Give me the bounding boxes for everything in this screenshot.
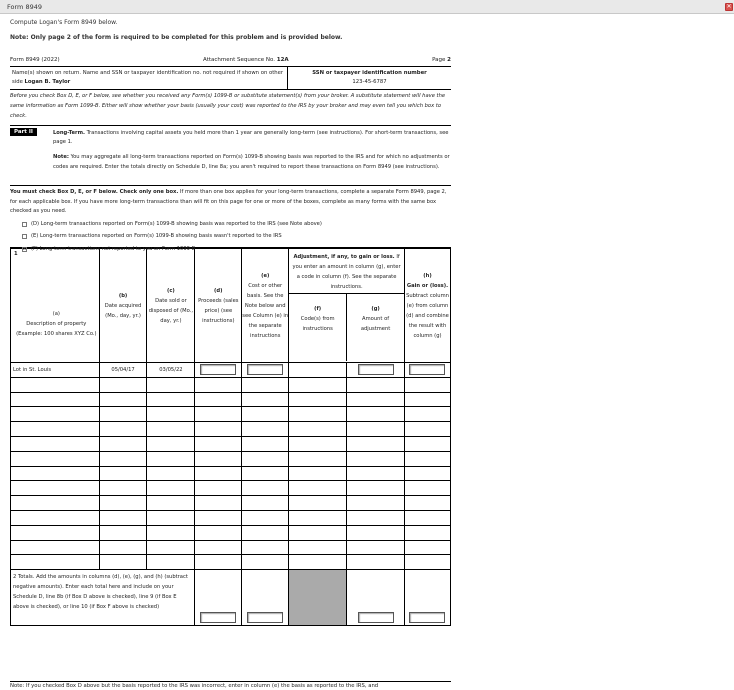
empty-cell[interactable] — [99, 407, 147, 422]
table-row — [11, 496, 451, 511]
empty-cell[interactable] — [147, 481, 195, 496]
empty-cell[interactable] — [195, 407, 242, 422]
empty-cell[interactable] — [242, 481, 289, 496]
form-8949-page-2 — [10, 53, 451, 626]
checkbox-f-label: (F) Long-term transactions not reported to you on Form 1099-B — [31, 245, 196, 252]
empty-cell[interactable] — [404, 496, 450, 511]
empty-cell[interactable] — [11, 422, 100, 437]
form-header — [10, 53, 451, 67]
empty-cell[interactable] — [195, 525, 242, 540]
empty-cell[interactable] — [147, 540, 195, 555]
checkbox-d-label: (D) Long-term transactions reported on Form(s) 1099-B showing basis was reported to the IRS (see Note above) — [31, 220, 322, 227]
empty-cell[interactable] — [289, 540, 347, 555]
note-top: Note: Only page 2 of the form is required to be completed for this problem and is provided below. — [10, 34, 343, 41]
empty-cell[interactable] — [347, 436, 405, 451]
col-c-header: (c) Date sold or disposed of (Mo., day, yr.) — [147, 249, 195, 363]
total-basis-cell — [242, 570, 289, 626]
table-row — [11, 540, 451, 555]
table-row — [11, 363, 451, 378]
col-b-header: (b) Date acquired (Mo., day, yr.) — [99, 249, 147, 363]
empty-cell[interactable] — [11, 555, 100, 570]
row1-code-cell — [289, 363, 347, 378]
ssn-value: 123-45-6787 — [352, 79, 387, 85]
col-f-header: (f) Code(s) from instructions — [289, 294, 347, 361]
part-note: Note: You may aggregate all long-term transactions reported on Form(s) 1099-B showing basis was reported to the IRS and for which no adjustments or codes are required. Enter the totals directly on Schedule D, line 8a; you aren't required to report these transactions on Form 8949 (see instructions). — [53, 154, 450, 170]
empty-cell[interactable] — [242, 392, 289, 407]
empty-cell[interactable] — [404, 407, 450, 422]
row1-gain-input[interactable] — [409, 364, 445, 375]
empty-cell[interactable] — [147, 407, 195, 422]
total-adjustment-cell — [347, 570, 405, 626]
transactions-table — [10, 245, 451, 626]
empty-cell[interactable] — [99, 496, 147, 511]
row1-description: Lot in St. Louis — [11, 363, 100, 378]
table-row — [11, 377, 451, 392]
empty-cell[interactable] — [195, 392, 242, 407]
empty-cell[interactable] — [99, 466, 147, 481]
empty-cell[interactable] — [11, 481, 100, 496]
empty-cell[interactable] — [404, 392, 450, 407]
empty-cell[interactable] — [347, 407, 405, 422]
col-d-header: (d) Proceeds (sales price) (see instructions) — [195, 249, 242, 363]
empty-cell[interactable] — [147, 451, 195, 466]
empty-cell[interactable] — [195, 540, 242, 555]
empty-cell[interactable] — [404, 422, 450, 437]
taxpayer-name: Logan B. Taylor — [24, 79, 71, 85]
empty-cell[interactable] — [11, 466, 100, 481]
empty-cell[interactable] — [347, 481, 405, 496]
empty-cell[interactable] — [147, 496, 195, 511]
empty-cell[interactable] — [147, 422, 195, 437]
row1-date-sold: 03/05/22 — [147, 363, 195, 378]
empty-cell[interactable] — [195, 451, 242, 466]
empty-cell[interactable] — [195, 496, 242, 511]
empty-cell[interactable] — [99, 510, 147, 525]
empty-cell[interactable] — [147, 555, 195, 570]
checkbox-d-row — [22, 220, 451, 230]
empty-cell[interactable] — [404, 481, 450, 496]
empty-cell[interactable] — [242, 377, 289, 392]
empty-cell[interactable] — [99, 392, 147, 407]
empty-cell[interactable] — [347, 451, 405, 466]
empty-cell[interactable] — [347, 555, 405, 570]
name-ssn-row — [10, 67, 451, 90]
empty-cell[interactable] — [242, 525, 289, 540]
empty-cell[interactable] — [404, 466, 450, 481]
empty-cell[interactable] — [147, 510, 195, 525]
empty-cell[interactable] — [195, 377, 242, 392]
empty-cell[interactable] — [404, 510, 450, 525]
empty-cell[interactable] — [11, 525, 100, 540]
total-adjustment-input[interactable] — [358, 612, 394, 623]
form-id: Form 8949 (2022) — [10, 57, 60, 63]
empty-cell[interactable] — [242, 510, 289, 525]
empty-cell[interactable] — [195, 555, 242, 570]
checkbox-f[interactable]: x — [23, 245, 26, 252]
empty-cell[interactable] — [99, 422, 147, 437]
total-proceeds-input[interactable] — [200, 612, 236, 623]
table-row — [11, 392, 451, 407]
checkbox-e[interactable] — [22, 234, 27, 239]
empty-cell[interactable] — [347, 466, 405, 481]
col-a-header: 1 (a) Description of property (Example: 100 shares XYZ Co.) — [11, 249, 100, 363]
empty-cell[interactable] — [11, 377, 100, 392]
empty-cell[interactable] — [289, 555, 347, 570]
row1-basis-input[interactable] — [247, 364, 283, 375]
bottom-note: Note: If you checked Box D above but the basis reported to the IRS was incorrect, enter in column (e) the basis as reported to the IRS, and — [10, 681, 451, 689]
empty-cell[interactable] — [347, 422, 405, 437]
table-row — [11, 436, 451, 451]
empty-cell[interactable] — [147, 436, 195, 451]
must-check-text: You must check Box D, E, or F below. Check only one box. If more than one box applies for your long-term transactions, complete a separate Form 8949, page 2, for each applicable box. If you have more long-term transactions than will fit on this page for one or more of the boxes, complete as many forms with the same box checked as you need. — [10, 189, 447, 214]
empty-cell[interactable] — [289, 481, 347, 496]
empty-cell[interactable] — [11, 392, 100, 407]
empty-cell[interactable] — [347, 525, 405, 540]
empty-cell[interactable] — [147, 466, 195, 481]
empty-cell[interactable] — [404, 540, 450, 555]
empty-cell[interactable] — [289, 525, 347, 540]
col-e-header: (e) Cost or other basis. See the Note below and see Column (e) in the separate instructions — [242, 249, 289, 363]
row1-proceeds-input[interactable] — [200, 364, 236, 375]
row1-adjustment-cell — [347, 363, 405, 378]
adjustment-header: Adjustment, if any, to gain or loss. If you enter an amount in column (g), enter a code in column (f). See the separate instructions. (f) Code(s) from instructions (g) Amount of adjustment — [289, 249, 405, 363]
empty-cell[interactable] — [404, 436, 450, 451]
empty-cell[interactable] — [99, 525, 147, 540]
empty-cell[interactable] — [289, 436, 347, 451]
empty-cell[interactable] — [11, 436, 100, 451]
empty-cell[interactable] — [347, 496, 405, 511]
empty-cell[interactable] — [242, 466, 289, 481]
empty-cell[interactable] — [242, 496, 289, 511]
table-row — [11, 510, 451, 525]
totals-label: 2 Totals. Add the amounts in columns (d), (e), (g), and (h) (subtract negative amounts). Enter each total here and include on your Schedule D, line 8b (if Box D above is checked), line 9 (if Box E above is checked), or line 10 (if Box F above is checked) — [11, 570, 195, 626]
name-cell: Name(s) shown on return. Name and SSN or taxpayer identification no. not required if shown on other side Logan B. Taylor — [10, 67, 288, 89]
column-header-row — [11, 249, 451, 363]
empty-cell[interactable] — [99, 436, 147, 451]
empty-rows — [11, 377, 451, 569]
empty-cell[interactable] — [195, 481, 242, 496]
checkbox-d[interactable] — [22, 222, 27, 227]
empty-cell[interactable] — [195, 422, 242, 437]
empty-cell[interactable] — [289, 451, 347, 466]
row1-proceeds-cell — [195, 363, 242, 378]
empty-cell[interactable] — [347, 377, 405, 392]
empty-cell[interactable] — [289, 466, 347, 481]
empty-cell[interactable] — [147, 392, 195, 407]
checkbox-e-row — [22, 232, 451, 242]
empty-cell[interactable] — [99, 481, 147, 496]
empty-cell[interactable] — [242, 436, 289, 451]
total-gain-cell — [404, 570, 450, 626]
empty-cell[interactable] — [147, 377, 195, 392]
empty-cell[interactable] — [242, 451, 289, 466]
empty-cell[interactable] — [99, 451, 147, 466]
row1-date-acquired: 05/04/17 — [99, 363, 147, 378]
empty-cell[interactable] — [404, 451, 450, 466]
before-instructions: Before you check Box D, E, or F below, see whether you received any Form(s) 1099-B or substitute statement(s) from your broker. A substitute statement will have the same information as Form 1099-B. Either will show whether your basis (usually your cost) was reported to the IRS by your broker and may even tell you which box to check. — [10, 90, 451, 126]
window-title: Form 8949 — [7, 3, 42, 11]
table-row — [11, 466, 451, 481]
empty-cell[interactable] — [289, 392, 347, 407]
empty-cell[interactable] — [11, 510, 100, 525]
empty-cell[interactable] — [347, 392, 405, 407]
empty-cell[interactable] — [242, 422, 289, 437]
empty-cell[interactable] — [289, 377, 347, 392]
part-ii-section — [10, 126, 451, 186]
total-proceeds-cell — [195, 570, 242, 626]
window-titlebar — [0, 0, 734, 14]
empty-cell[interactable] — [11, 496, 100, 511]
empty-cell[interactable] — [195, 436, 242, 451]
row1-basis-cell — [242, 363, 289, 378]
table-row — [11, 555, 451, 570]
part-description: Long-Term. Transactions involving capital assets you held more than 1 year are generally long-term (see instructions). For short-term transactions, see page 1. — [53, 130, 449, 145]
box-selection — [10, 186, 451, 252]
page-number: Page 2 — [432, 57, 451, 63]
total-code-shaded — [289, 570, 347, 626]
row1-adjustment-input[interactable] — [358, 364, 394, 375]
empty-cell[interactable] — [11, 407, 100, 422]
part-badge: Part II — [10, 128, 37, 136]
empty-cell[interactable] — [404, 555, 450, 570]
table-row — [11, 481, 451, 496]
empty-cell[interactable] — [347, 510, 405, 525]
col-h-header: (h) Gain or (loss). Subtract column (e) from column (d) and combine the result with column (g) — [404, 249, 450, 363]
empty-cell[interactable] — [289, 496, 347, 511]
intro-text: Compute Logan's Form 8949 below. — [10, 19, 118, 26]
empty-cell[interactable] — [242, 407, 289, 422]
totals-row — [11, 570, 451, 626]
empty-cell[interactable] — [99, 555, 147, 570]
close-icon[interactable]: ✕ — [726, 3, 732, 10]
empty-cell[interactable] — [289, 422, 347, 437]
empty-cell[interactable] — [147, 525, 195, 540]
empty-cell[interactable] — [11, 540, 100, 555]
attachment-seq: Attachment Sequence No. 12A — [203, 57, 289, 63]
total-basis-input[interactable] — [247, 612, 283, 623]
empty-cell[interactable] — [242, 555, 289, 570]
empty-cell[interactable] — [99, 377, 147, 392]
empty-cell[interactable] — [404, 377, 450, 392]
row1-gain-cell — [404, 363, 450, 378]
empty-cell[interactable] — [99, 540, 147, 555]
table-row — [11, 525, 451, 540]
checkbox-e-label: (E) Long-term transactions reported on Form(s) 1099-B showing basis wasn't reported to the IRS — [31, 233, 282, 239]
ssn-cell: SSN or taxpayer identification number 123-45-6787 — [312, 70, 427, 85]
empty-cell[interactable] — [11, 451, 100, 466]
empty-cell[interactable] — [404, 525, 450, 540]
col-g-header: (g) Amount of adjustment — [360, 306, 391, 332]
empty-cell[interactable] — [347, 540, 405, 555]
total-gain-input[interactable] — [409, 612, 445, 623]
content — [10, 14, 734, 41]
empty-cell[interactable] — [289, 407, 347, 422]
empty-cell[interactable] — [195, 510, 242, 525]
empty-cell[interactable] — [195, 466, 242, 481]
empty-cell[interactable] — [242, 540, 289, 555]
table-row — [11, 451, 451, 466]
table-row — [11, 422, 451, 437]
table-row — [11, 407, 451, 422]
empty-cell[interactable] — [289, 510, 347, 525]
